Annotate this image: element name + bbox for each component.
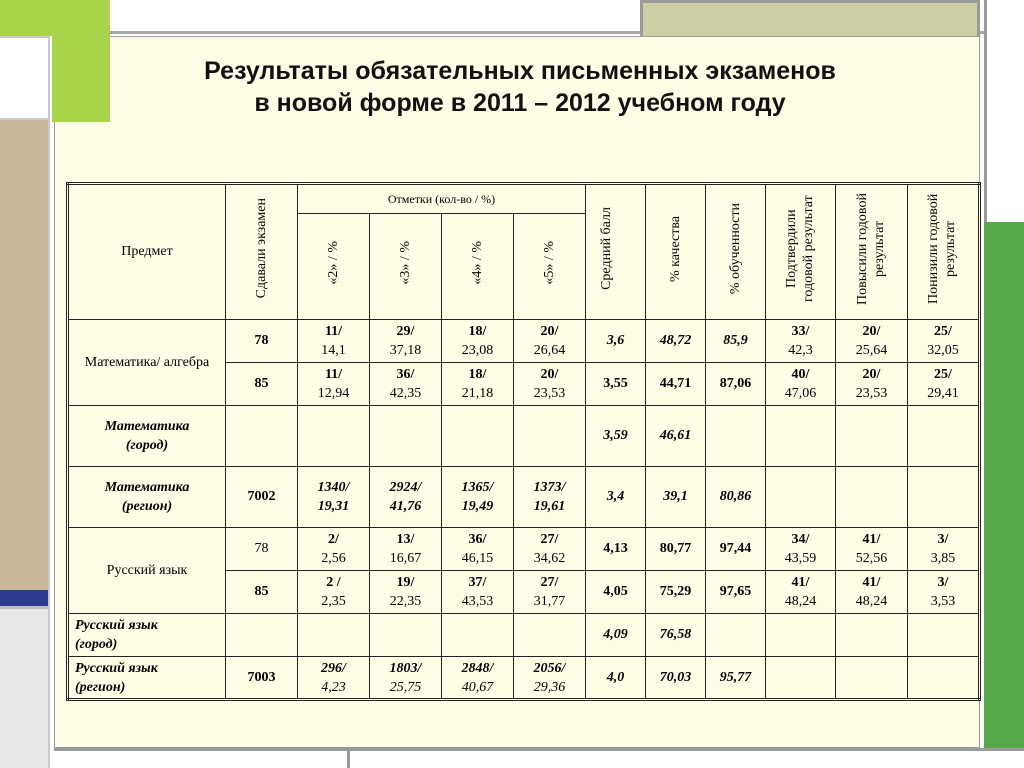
cell-raised: 20/ 25,64 [836, 320, 908, 363]
frame-green-square [52, 36, 110, 122]
cell-learning: 80,86 [706, 467, 766, 528]
cell-raised [836, 614, 908, 657]
cell-avg: 4,05 [586, 571, 646, 614]
frame-bottom-right [350, 748, 1024, 768]
cell-m5: 27/ 34,62 [514, 528, 586, 571]
cell-lowered: 3/ 3,85 [908, 528, 980, 571]
cell-took: 85 [226, 571, 298, 614]
cell-raised: 41/ 48,24 [836, 571, 908, 614]
cell-learning: 95,77 [706, 657, 766, 700]
cell-raised [836, 406, 908, 467]
cell-raised: 20/ 23,53 [836, 363, 908, 406]
page-title [110, 55, 930, 119]
frame-right-white [984, 0, 1024, 222]
frame-left-tan [0, 120, 48, 590]
frame-left-white [0, 38, 48, 118]
title-line-1: Результаты обязательных письменных экзаменов [204, 57, 836, 85]
cell-took: 78 [226, 528, 298, 571]
header-took: Сдавали экзамен [226, 184, 298, 320]
header-m2: «2» / % [298, 214, 370, 320]
cell-m3: 36/ 42,35 [370, 363, 442, 406]
header-raised: Повысили годовой результат [836, 184, 908, 320]
cell-raised [836, 467, 908, 528]
cell-learning: 85,9 [706, 320, 766, 363]
cell-m4: 18/ 23,08 [442, 320, 514, 363]
cell-confirmed [766, 614, 836, 657]
table-row-rus-city [68, 614, 980, 657]
subject-rus-city: Русский язык (город) [68, 614, 226, 657]
cell-m2: 2 / 2,35 [298, 571, 370, 614]
cell-m3: 1803/ 25,75 [370, 657, 442, 700]
cell-m4: 2848/ 40,67 [442, 657, 514, 700]
table-row-math-1 [68, 320, 980, 363]
subject-math: Математика/ алгебра [68, 320, 226, 406]
header-quality: % качества [646, 184, 706, 320]
cell-m4: 36/ 46,15 [442, 528, 514, 571]
cell-m3 [370, 406, 442, 467]
cell-quality: 39,1 [646, 467, 706, 528]
header-confirmed: Подтвердили годовой результат [766, 184, 836, 320]
cell-took: 78 [226, 320, 298, 363]
header-m5: «5» / % [514, 214, 586, 320]
cell-quality: 70,03 [646, 657, 706, 700]
subject-rus: Русский язык [68, 528, 226, 614]
cell-confirmed: 40/ 47,06 [766, 363, 836, 406]
subject-math-region: Математика (регион) [68, 467, 226, 528]
subject-rus-region: Русский язык (регион) [68, 657, 226, 700]
header-lowered: Понизили годовой результат [908, 184, 980, 320]
cell-learning: 97,44 [706, 528, 766, 571]
subject-math-city: Математика (город) [68, 406, 226, 467]
cell-quality: 48,72 [646, 320, 706, 363]
cell-confirmed [766, 657, 836, 700]
cell-m4: 1365/ 19,49 [442, 467, 514, 528]
cell-m5: 20/ 23,53 [514, 363, 586, 406]
header-marks-group: Отметки (кол-во / %) [298, 184, 586, 214]
cell-lowered: 25/ 29,41 [908, 363, 980, 406]
header-avg: Средний балл [586, 184, 646, 320]
cell-m4 [442, 614, 514, 657]
cell-m2: 1340/ 19,31 [298, 467, 370, 528]
cell-avg: 4,09 [586, 614, 646, 657]
cell-avg: 3,59 [586, 406, 646, 467]
cell-quality: 80,77 [646, 528, 706, 571]
header-subject: Предмет [68, 184, 226, 320]
cell-m5: 20/ 26,64 [514, 320, 586, 363]
cell-lowered [908, 406, 980, 467]
cell-m2: 11/ 12,94 [298, 363, 370, 406]
cell-m3: 19/ 22,35 [370, 571, 442, 614]
cell-took: 85 [226, 363, 298, 406]
cell-m2: 11/ 14,1 [298, 320, 370, 363]
cell-took [226, 614, 298, 657]
table-row-math-city [68, 406, 980, 467]
cell-avg: 3,55 [586, 363, 646, 406]
cell-confirmed: 41/ 48,24 [766, 571, 836, 614]
frame-green-corner [0, 0, 110, 36]
cell-m4 [442, 406, 514, 467]
table-row-rus-region [68, 657, 980, 700]
cell-m2: 296/ 4,23 [298, 657, 370, 700]
cell-m2 [298, 614, 370, 657]
header-m4: «4» / % [442, 214, 514, 320]
cell-confirmed [766, 467, 836, 528]
cell-raised: 41/ 52,56 [836, 528, 908, 571]
header-m3: «3» / % [370, 214, 442, 320]
cell-confirmed: 34/ 43,59 [766, 528, 836, 571]
frame-bottom-left [54, 748, 350, 768]
cell-confirmed [766, 406, 836, 467]
cell-learning [706, 614, 766, 657]
cell-confirmed: 33/ 42,3 [766, 320, 836, 363]
cell-took: 7003 [226, 657, 298, 700]
cell-quality: 76,58 [646, 614, 706, 657]
cell-lowered [908, 657, 980, 700]
cell-m5: 1373/ 19,61 [514, 467, 586, 528]
table-row-rus-1 [68, 528, 980, 571]
cell-took [226, 406, 298, 467]
cell-avg: 3,4 [586, 467, 646, 528]
frame-right-green [984, 222, 1024, 768]
cell-avg: 4,0 [586, 657, 646, 700]
cell-m5 [514, 406, 586, 467]
cell-raised [836, 657, 908, 700]
cell-avg: 4,13 [586, 528, 646, 571]
frame-left-lower [0, 606, 48, 768]
frame-left-blue [0, 590, 48, 606]
cell-m3: 29/ 37,18 [370, 320, 442, 363]
cell-quality: 75,29 [646, 571, 706, 614]
cell-lowered: 25/ 32,05 [908, 320, 980, 363]
cell-learning: 87,06 [706, 363, 766, 406]
cell-m5 [514, 614, 586, 657]
cell-m2: 2/ 2,56 [298, 528, 370, 571]
cell-m5: 27/ 31,77 [514, 571, 586, 614]
table-row-math-region [68, 467, 980, 528]
cell-avg: 3,6 [586, 320, 646, 363]
cell-lowered: 3/ 3,53 [908, 571, 980, 614]
cell-quality: 46,61 [646, 406, 706, 467]
results-table [66, 182, 981, 701]
cell-m4: 18/ 21,18 [442, 363, 514, 406]
cell-quality: 44,71 [646, 363, 706, 406]
cell-m2 [298, 406, 370, 467]
cell-m3: 13/ 16,67 [370, 528, 442, 571]
cell-lowered [908, 614, 980, 657]
cell-lowered [908, 467, 980, 528]
cell-m4: 37/ 43,53 [442, 571, 514, 614]
header-learning: % обученности [706, 184, 766, 320]
cell-m5: 2056/ 29,36 [514, 657, 586, 700]
cell-learning [706, 406, 766, 467]
cell-m3 [370, 614, 442, 657]
title-line-2: в новой форме в 2011 – 2012 учебном году [254, 89, 786, 117]
cell-m3: 2924/ 41,76 [370, 467, 442, 528]
cell-learning: 97,65 [706, 571, 766, 614]
cell-took: 7002 [226, 467, 298, 528]
